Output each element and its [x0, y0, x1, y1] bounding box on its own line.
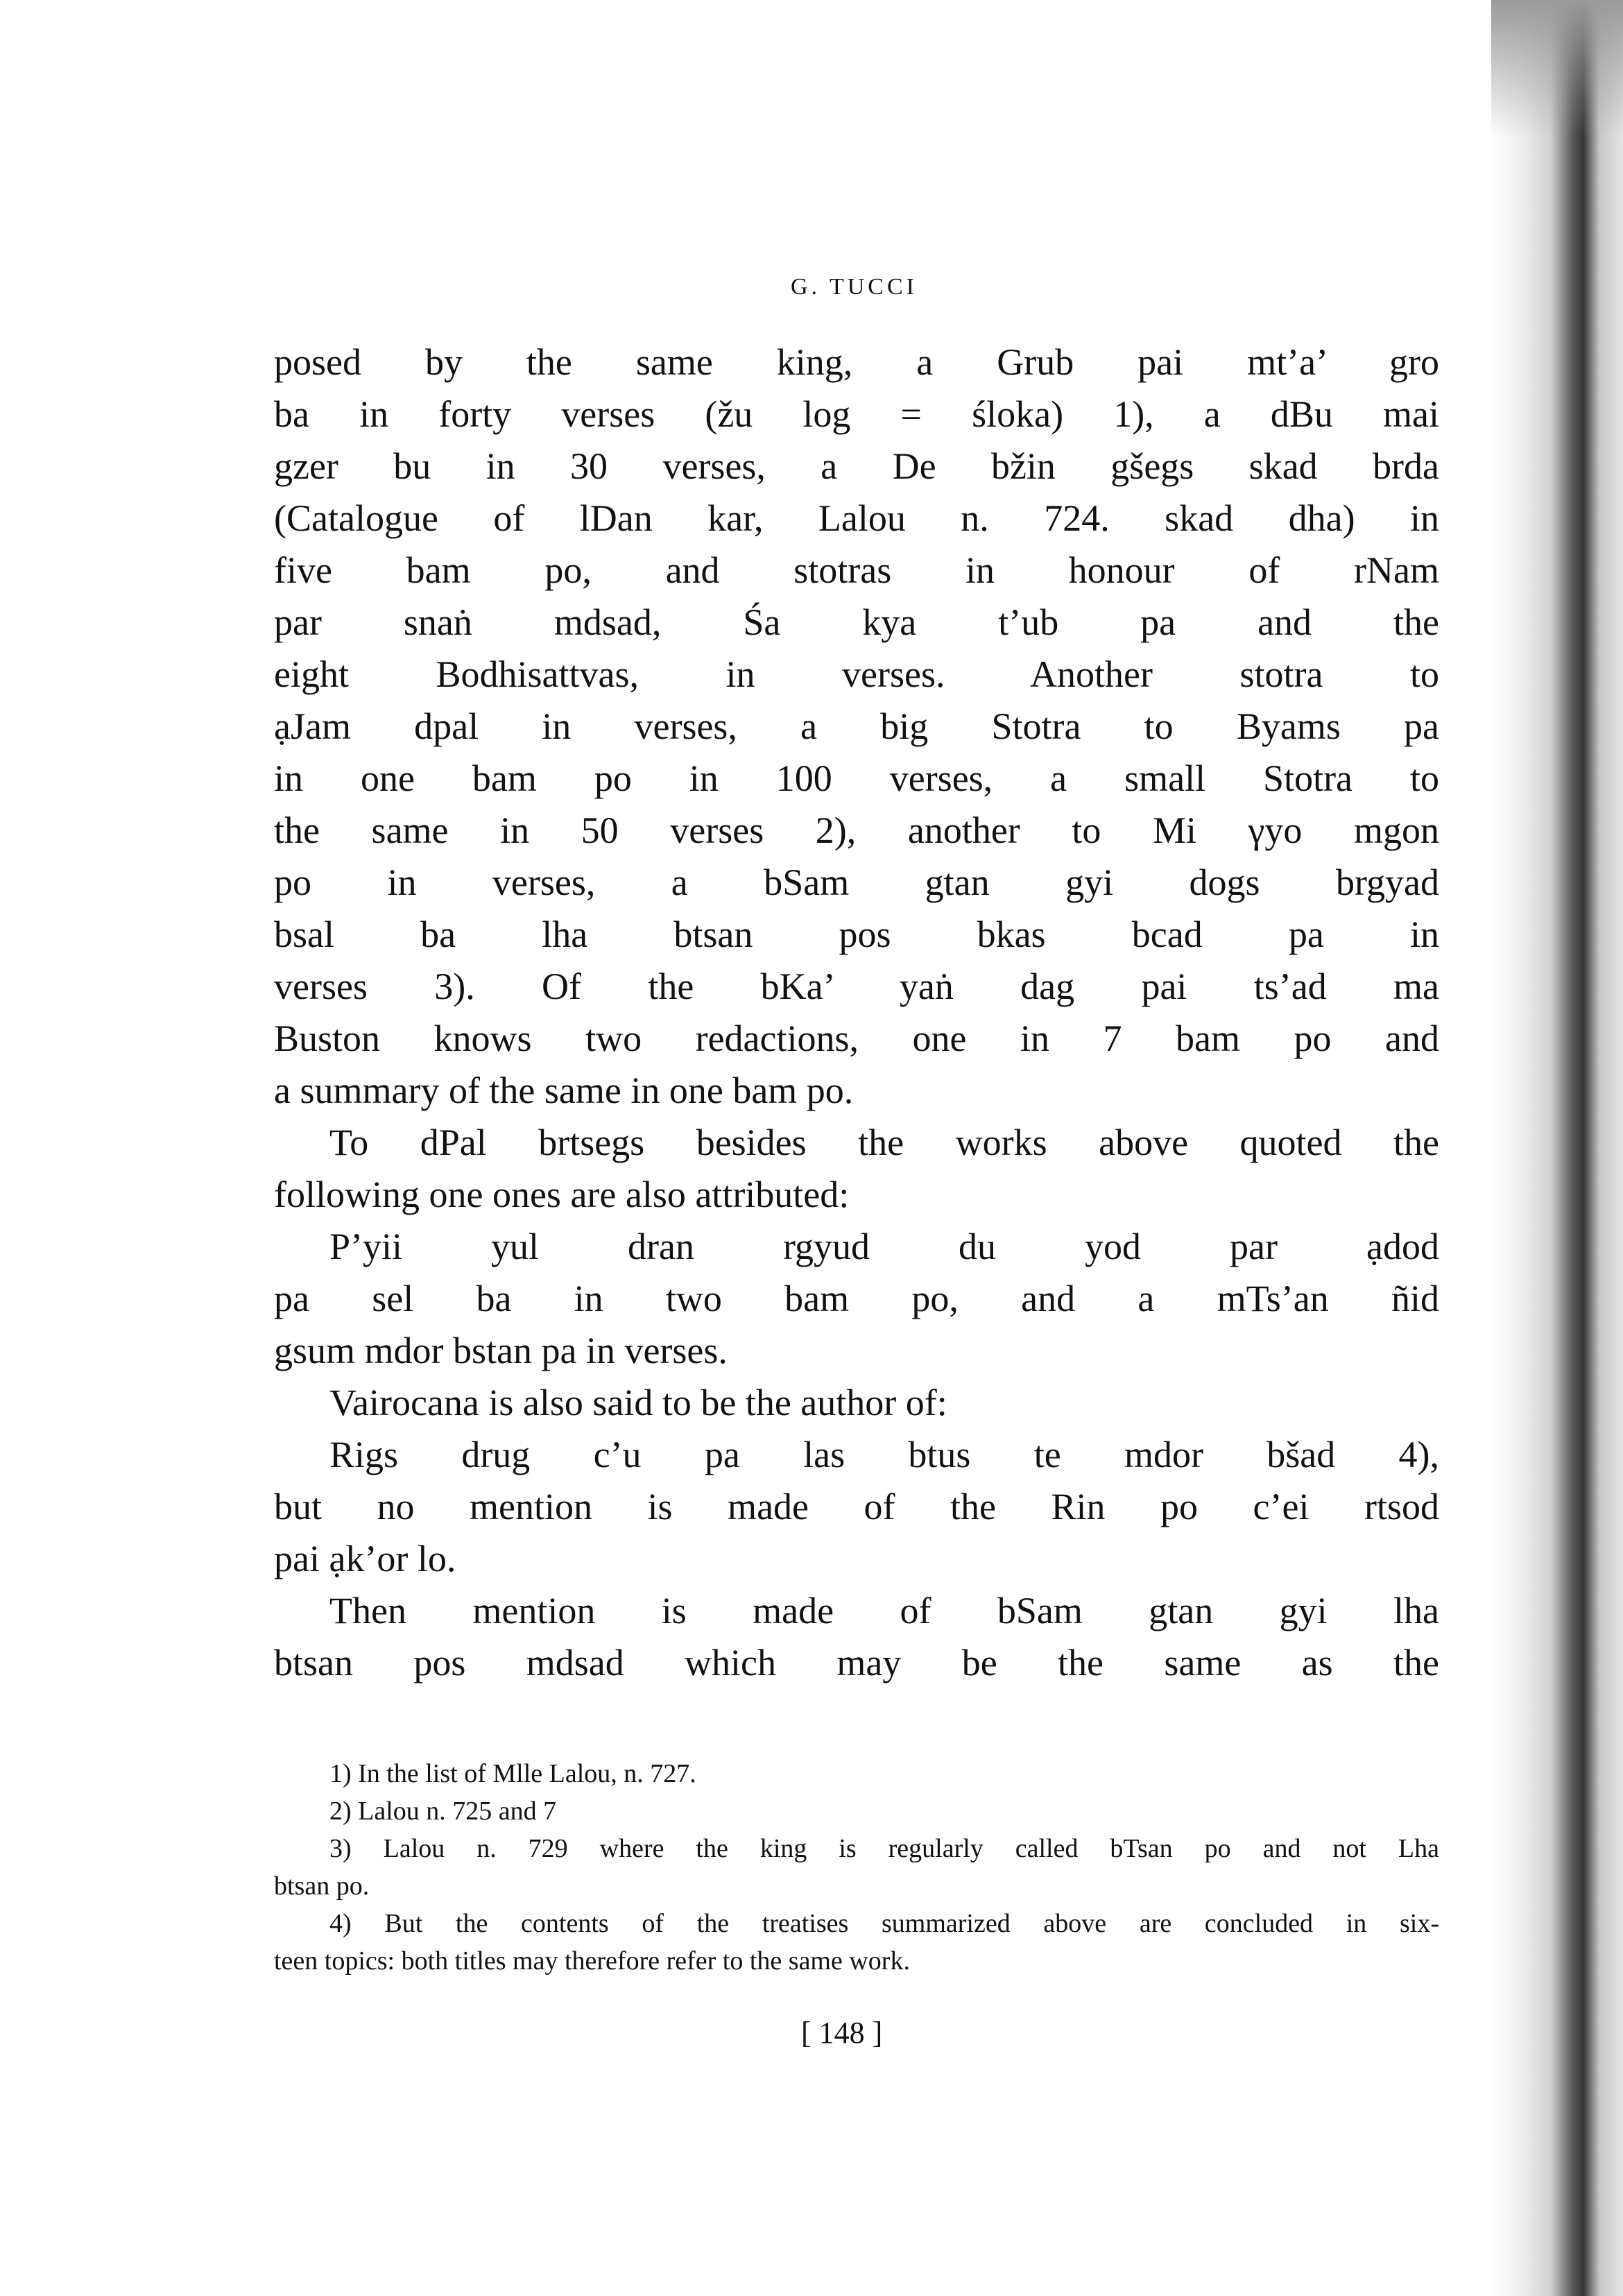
body-line: following one ones are also attributed: [274, 1174, 850, 1215]
body-line: but no mention is made of the Rin po c’ei rtsod [274, 1486, 1439, 1527]
footnotes [274, 1755, 1439, 1980]
body-line: pa sel ba in two bam po, and a mTs’an ñid [274, 1278, 1439, 1319]
running-head: G. TUCCI [791, 274, 918, 300]
body-line: gzer bu in 30 verses, a De bžin gšegs skad brda [274, 445, 1439, 487]
footnote: 4) But the contents of the treatises summarized above are concluded in six- [329, 1909, 1439, 1938]
body-text [274, 336, 1439, 1689]
body-line: (Catalogue of lDan kar, Lalou n. 724. skad dha) in [274, 497, 1439, 539]
body-line: in one bam po in 100 verses, a small Stotra to [274, 757, 1439, 799]
body-line: Then mention is made of bSam gtan gyi lha [329, 1590, 1439, 1631]
body-line: Buston knows two redactions, one in 7 bam po and [274, 1018, 1439, 1059]
footnote-continuation: btsan po. [274, 1871, 370, 1901]
footnote: 1) In the list of Mlle Lalou, n. 727. [329, 1759, 696, 1788]
body-line: the same in 50 verses 2), another to Mi γyo mgon [274, 809, 1439, 851]
body-line: gsum mdor bstan pa in verses. [274, 1330, 728, 1371]
body-line: ba in forty verses (žu log = śloka) 1), a dBu mai [274, 393, 1439, 435]
body-line: Vairocana is also said to be the author of: [329, 1382, 947, 1423]
book-spine-shadow [1491, 0, 1623, 2296]
body-line: a summary of the same in one bam po. [274, 1070, 854, 1111]
footnote: 3) Lalou n. 729 where the king is regularly called bTsan po and not Lha [329, 1834, 1439, 1863]
body-line: pai ạk’or lo. [274, 1538, 456, 1579]
body-line: To dPal brtsegs besides the works above quoted the [329, 1122, 1439, 1163]
body-line: P’yii yul dran rgyud du yod par ạdod [329, 1226, 1439, 1267]
body-line: po in verses, a bSam gtan gyi dogs brgyad [274, 862, 1439, 903]
body-line: verses 3). Of the bKa’ yaṅ dag pai ts’ad ma [274, 966, 1439, 1007]
footnote: 2) Lalou n. 725 and 7 [329, 1797, 557, 1826]
body-line: ạJam dpal in verses, a big Stotra to Byams pa [274, 705, 1439, 747]
body-line: posed by the same king, a Grub pai mt’a’ gro [274, 341, 1439, 383]
book-spine-top-shadow [1491, 0, 1623, 139]
body-line: Rigs drug c’u pa las btus te mdor bšad 4), [329, 1434, 1439, 1475]
body-line: eight Bodhisattvas, in verses. Another stotra to [274, 653, 1439, 695]
body-line: btsan pos mdsad which may be the same as the [274, 1642, 1439, 1684]
page-number: [ 148 ] [801, 2016, 883, 2050]
body-line: bsal ba lha btsan pos bkas bcad pa in [274, 914, 1439, 955]
body-line: five bam po, and stotras in honour of rNam [274, 549, 1439, 591]
body-line: par snaṅ mdsad, Śa kya t’ub pa and the [274, 601, 1439, 643]
footnote-continuation: teen topics: both titles may therefore refer to the same work. [274, 1946, 910, 1976]
